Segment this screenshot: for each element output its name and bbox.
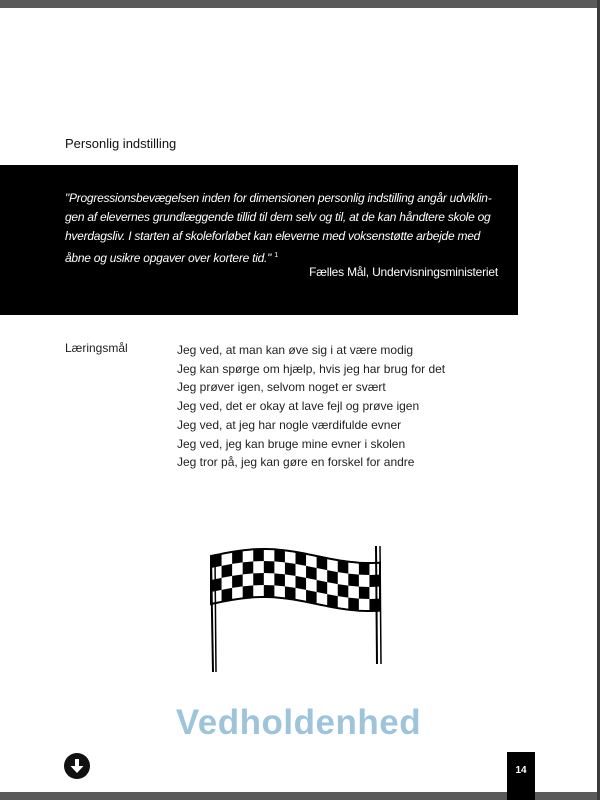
learning-goal-item: Jeg prøver igen, selvom noget er svært — [177, 380, 386, 395]
flag-cell — [253, 549, 264, 561]
learning-goals-list — [177, 341, 445, 472]
flag-cell — [274, 573, 285, 586]
learning-goal-item: Jeg kan spørge om hjælp, hvis jeg har brug for det — [177, 361, 446, 376]
flag-cell — [306, 566, 317, 580]
arrow-down-icon — [64, 753, 90, 779]
learning-goal-item: Jeg ved, at man kan øve sig i at være modig — [177, 343, 414, 357]
flag-cell — [296, 576, 307, 590]
flag-cell — [359, 587, 370, 599]
quote-text — [65, 189, 505, 268]
scroll-down-button[interactable] — [64, 753, 90, 779]
document-page — [0, 8, 597, 792]
flag-cell — [264, 585, 275, 597]
flag-cell — [348, 598, 359, 611]
quote-box — [0, 165, 518, 315]
flag-cell — [369, 575, 380, 587]
learning-goals-label: Læringsmål — [65, 341, 128, 355]
quote-footnote: 1 — [274, 252, 278, 259]
flag-cell — [338, 584, 349, 598]
flag-cell — [222, 564, 233, 578]
learning-goal-item: Jeg ved, jeg kan bruge mine evner i skolen — [177, 436, 406, 451]
flag-cell — [369, 599, 380, 611]
page-number: 14 — [507, 752, 535, 800]
flag-cell — [348, 574, 359, 587]
learning-goal-item: Jeg ved, det er okay at lave fejl og prøve igen — [177, 399, 420, 414]
theme-title: Vedholdenhed — [175, 703, 422, 742]
quote-body: "Progressionsbevægelsen inden for dimensionen personlig indstilling angår udviklingen af elevernes grundlæggende tillid til dem selv og til, at de kan håndtere skole og hverdagsliv. I starten af skoleforløbet kan eleverne med voksenstøtte arbejde med åbne og usikre opgaver over kortere tid." — [65, 191, 492, 265]
flag-cell — [285, 562, 296, 576]
learning-goal-item: Jeg ved, at jeg har nogle værdifulde evner — [177, 417, 402, 432]
flag-cell — [253, 573, 264, 585]
flag-cell — [274, 549, 285, 562]
flag-cell — [317, 580, 328, 594]
flag-cell — [232, 574, 243, 588]
flag-cell — [327, 570, 338, 584]
section-title: Personlig indstilling — [65, 136, 177, 151]
flag-cell — [211, 578, 222, 592]
learning-goal-item: Jeg tror på, jeg kan gøre en forskel for andre — [177, 455, 415, 470]
checkered-flag-icon — [205, 536, 395, 676]
flag-cell — [243, 561, 254, 574]
flag-cell — [359, 563, 370, 575]
quote-source: Fælles Mål, Undervisningsministeriet — [309, 265, 498, 279]
flag-cell — [243, 585, 254, 598]
flag-cell — [264, 561, 275, 573]
